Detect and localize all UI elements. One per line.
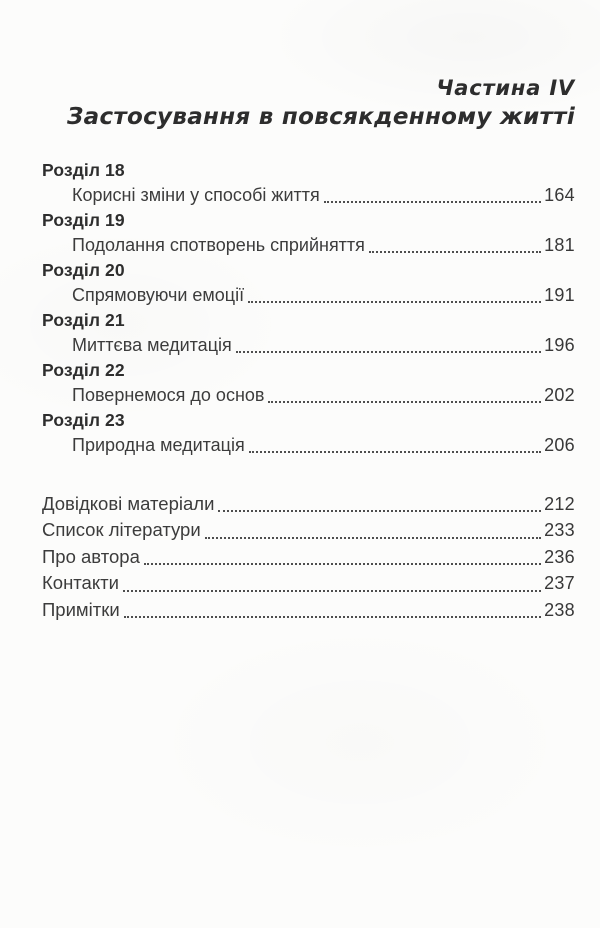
part-number-heading: Частина IV bbox=[436, 76, 575, 100]
dot-leader bbox=[324, 201, 541, 203]
back-matter-row bbox=[42, 491, 575, 518]
back-matter-title: Примітки bbox=[42, 598, 120, 620]
dot-leader bbox=[205, 537, 541, 539]
page-number: 202 bbox=[544, 384, 575, 405]
dot-leader bbox=[123, 590, 541, 592]
chapter-label: Розділ 23 bbox=[42, 409, 125, 430]
page-number: 236 bbox=[544, 546, 575, 567]
part-header bbox=[42, 76, 575, 131]
chapter-label: Розділ 18 bbox=[42, 159, 125, 180]
chapter-title: Миттєва медитація bbox=[72, 334, 232, 355]
back-matter-row bbox=[42, 517, 575, 544]
toc-list bbox=[42, 158, 575, 624]
page-number: 181 bbox=[544, 234, 575, 255]
page-number: 206 bbox=[544, 434, 575, 455]
dot-leader bbox=[369, 251, 541, 253]
page-number: 237 bbox=[544, 573, 575, 594]
dot-leader bbox=[124, 616, 541, 618]
back-matter-title: Список літератури bbox=[42, 519, 201, 541]
chapter-label: Розділ 22 bbox=[42, 359, 125, 380]
page-number: 191 bbox=[544, 284, 575, 305]
back-matter-title: Про автора bbox=[42, 545, 140, 567]
toc-chapter-entry bbox=[42, 208, 575, 258]
toc-row bbox=[72, 383, 575, 408]
back-matter-row bbox=[42, 570, 575, 597]
page-number: 196 bbox=[544, 334, 575, 355]
chapter-label: Розділ 20 bbox=[42, 259, 125, 280]
page-number: 233 bbox=[544, 520, 575, 541]
chapter-title: Корисні зміни у способі життя bbox=[72, 184, 320, 205]
toc-chapter-entry bbox=[42, 258, 575, 308]
dot-leader bbox=[268, 401, 541, 403]
page-number: 212 bbox=[544, 493, 575, 514]
toc-chapter-entry bbox=[42, 358, 575, 408]
toc-row bbox=[72, 183, 575, 208]
back-matter-title: Довідкові матеріали bbox=[42, 492, 215, 514]
toc-row bbox=[72, 283, 575, 308]
toc-chapter-entry bbox=[42, 308, 575, 358]
back-matter-row bbox=[42, 597, 575, 624]
part-title-heading: Застосування в повсякденному житті bbox=[66, 104, 575, 131]
chapter-title: Природна медитація bbox=[72, 434, 245, 455]
chapter-label: Розділ 19 bbox=[42, 209, 125, 230]
back-matter-row bbox=[42, 544, 575, 571]
chapter-title: Подолання спотворень сприйняття bbox=[72, 234, 365, 255]
chapter-label: Розділ 21 bbox=[42, 309, 125, 330]
dot-leader bbox=[144, 563, 541, 565]
toc-chapter-entry bbox=[42, 408, 575, 458]
back-matter-list bbox=[42, 491, 575, 624]
toc-row bbox=[72, 333, 575, 358]
page-number: 164 bbox=[544, 184, 575, 205]
toc-row bbox=[72, 433, 575, 458]
chapter-title: Повернемося до основ bbox=[72, 384, 265, 405]
back-matter-title: Контакти bbox=[42, 572, 119, 594]
dot-leader bbox=[249, 451, 541, 453]
page-number: 238 bbox=[544, 599, 575, 620]
dot-leader bbox=[248, 301, 541, 303]
dot-leader bbox=[218, 510, 541, 512]
toc-row bbox=[72, 233, 575, 258]
chapter-title: Спрямовуючи емоції bbox=[72, 284, 245, 305]
dot-leader bbox=[236, 351, 541, 353]
toc-chapter-entry bbox=[42, 158, 575, 208]
